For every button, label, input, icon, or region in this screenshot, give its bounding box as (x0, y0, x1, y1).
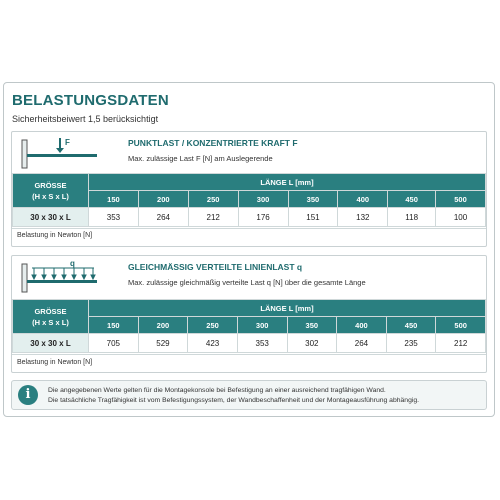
point-load-title: PUNKTLAST / KONZENTRIERTE KRAFT F (128, 138, 298, 148)
unit-note: Belastung in Newton [N] (17, 232, 93, 239)
length-cell: 150 (89, 191, 139, 208)
line-load-description: Max. zulässige gleichmäßig verteilte Last q [N] über die gesamte Länge (128, 278, 366, 287)
info-box (11, 380, 487, 410)
load-value: 302 (287, 334, 337, 353)
divider (12, 354, 486, 355)
length-column-header: LÄNGE L [mm] (89, 174, 486, 191)
load-value: 705 (89, 334, 139, 353)
length-cell: 250 (188, 317, 238, 334)
length-cell: 150 (89, 317, 139, 334)
load-data-card (3, 82, 495, 417)
info-text (48, 386, 419, 406)
point-load-diagram-icon (20, 136, 98, 172)
info-line: Die angegebenen Werte gelten für die Montagekonsole bei Befestigung an einer ausreichend tragfähigen Wand. (48, 387, 386, 394)
length-cell: 500 (436, 317, 486, 334)
safety-factor-note: Sicherheitsbeiwert 1,5 berücksichtigt (12, 114, 159, 124)
size-column-header: GRÖSSE (H x S x L) (13, 300, 89, 334)
length-cell: 350 (287, 317, 337, 334)
load-value: 100 (436, 208, 486, 227)
length-cell: 250 (188, 191, 238, 208)
info-icon: i (18, 385, 38, 405)
load-value: 212 (436, 334, 486, 353)
length-cell: 400 (337, 317, 387, 334)
size-value: 30 x 30 x L (13, 334, 89, 353)
force-label: F (65, 138, 70, 147)
point-load-section (11, 131, 487, 247)
page-title: BELASTUNGSDATEN (12, 92, 169, 109)
line-load-table (12, 299, 486, 353)
load-value: 235 (386, 334, 436, 353)
load-value: 212 (188, 208, 238, 227)
length-cell: 500 (436, 191, 486, 208)
length-cell: 300 (238, 191, 288, 208)
load-label: q (70, 260, 75, 268)
line-load-diagram-icon (20, 260, 98, 296)
load-value: 176 (238, 208, 288, 227)
length-cell: 400 (338, 191, 388, 208)
length-cell: 350 (288, 191, 338, 208)
size-value: 30 x 30 x L (13, 208, 89, 227)
length-cell: 450 (386, 317, 436, 334)
length-cell: 450 (388, 191, 436, 208)
divider (12, 228, 486, 229)
load-value: 132 (338, 208, 388, 227)
load-value: 264 (337, 334, 387, 353)
load-value: 264 (138, 208, 188, 227)
size-column-header: GRÖSSE (H x S x L) (13, 174, 89, 208)
unit-note: Belastung in Newton [N] (17, 359, 93, 366)
load-value: 529 (138, 334, 188, 353)
load-value: 353 (237, 334, 287, 353)
load-value: 353 (89, 208, 139, 227)
load-value: 118 (388, 208, 436, 227)
load-value: 151 (288, 208, 338, 227)
point-load-table (12, 173, 486, 227)
load-value: 423 (188, 334, 238, 353)
length-cell: 300 (237, 317, 287, 334)
table-row (13, 334, 486, 353)
line-load-title: GLEICHMÄSSIG VERTEILTE LINIENLAST q (128, 262, 303, 272)
length-column-header: LÄNGE L [mm] (89, 300, 486, 317)
length-cell: 200 (138, 317, 188, 334)
info-line: Die tatsächliche Tragfähigkeit ist vom Befestigungssystem, der Wandbeschaffenheit und der Montageausführung abhängig. (48, 397, 420, 404)
line-load-section (11, 255, 487, 373)
table-row (13, 208, 486, 227)
length-cell: 200 (138, 191, 188, 208)
point-load-description: Max. zulässige Last F [N] am Auslegerende (128, 154, 273, 163)
